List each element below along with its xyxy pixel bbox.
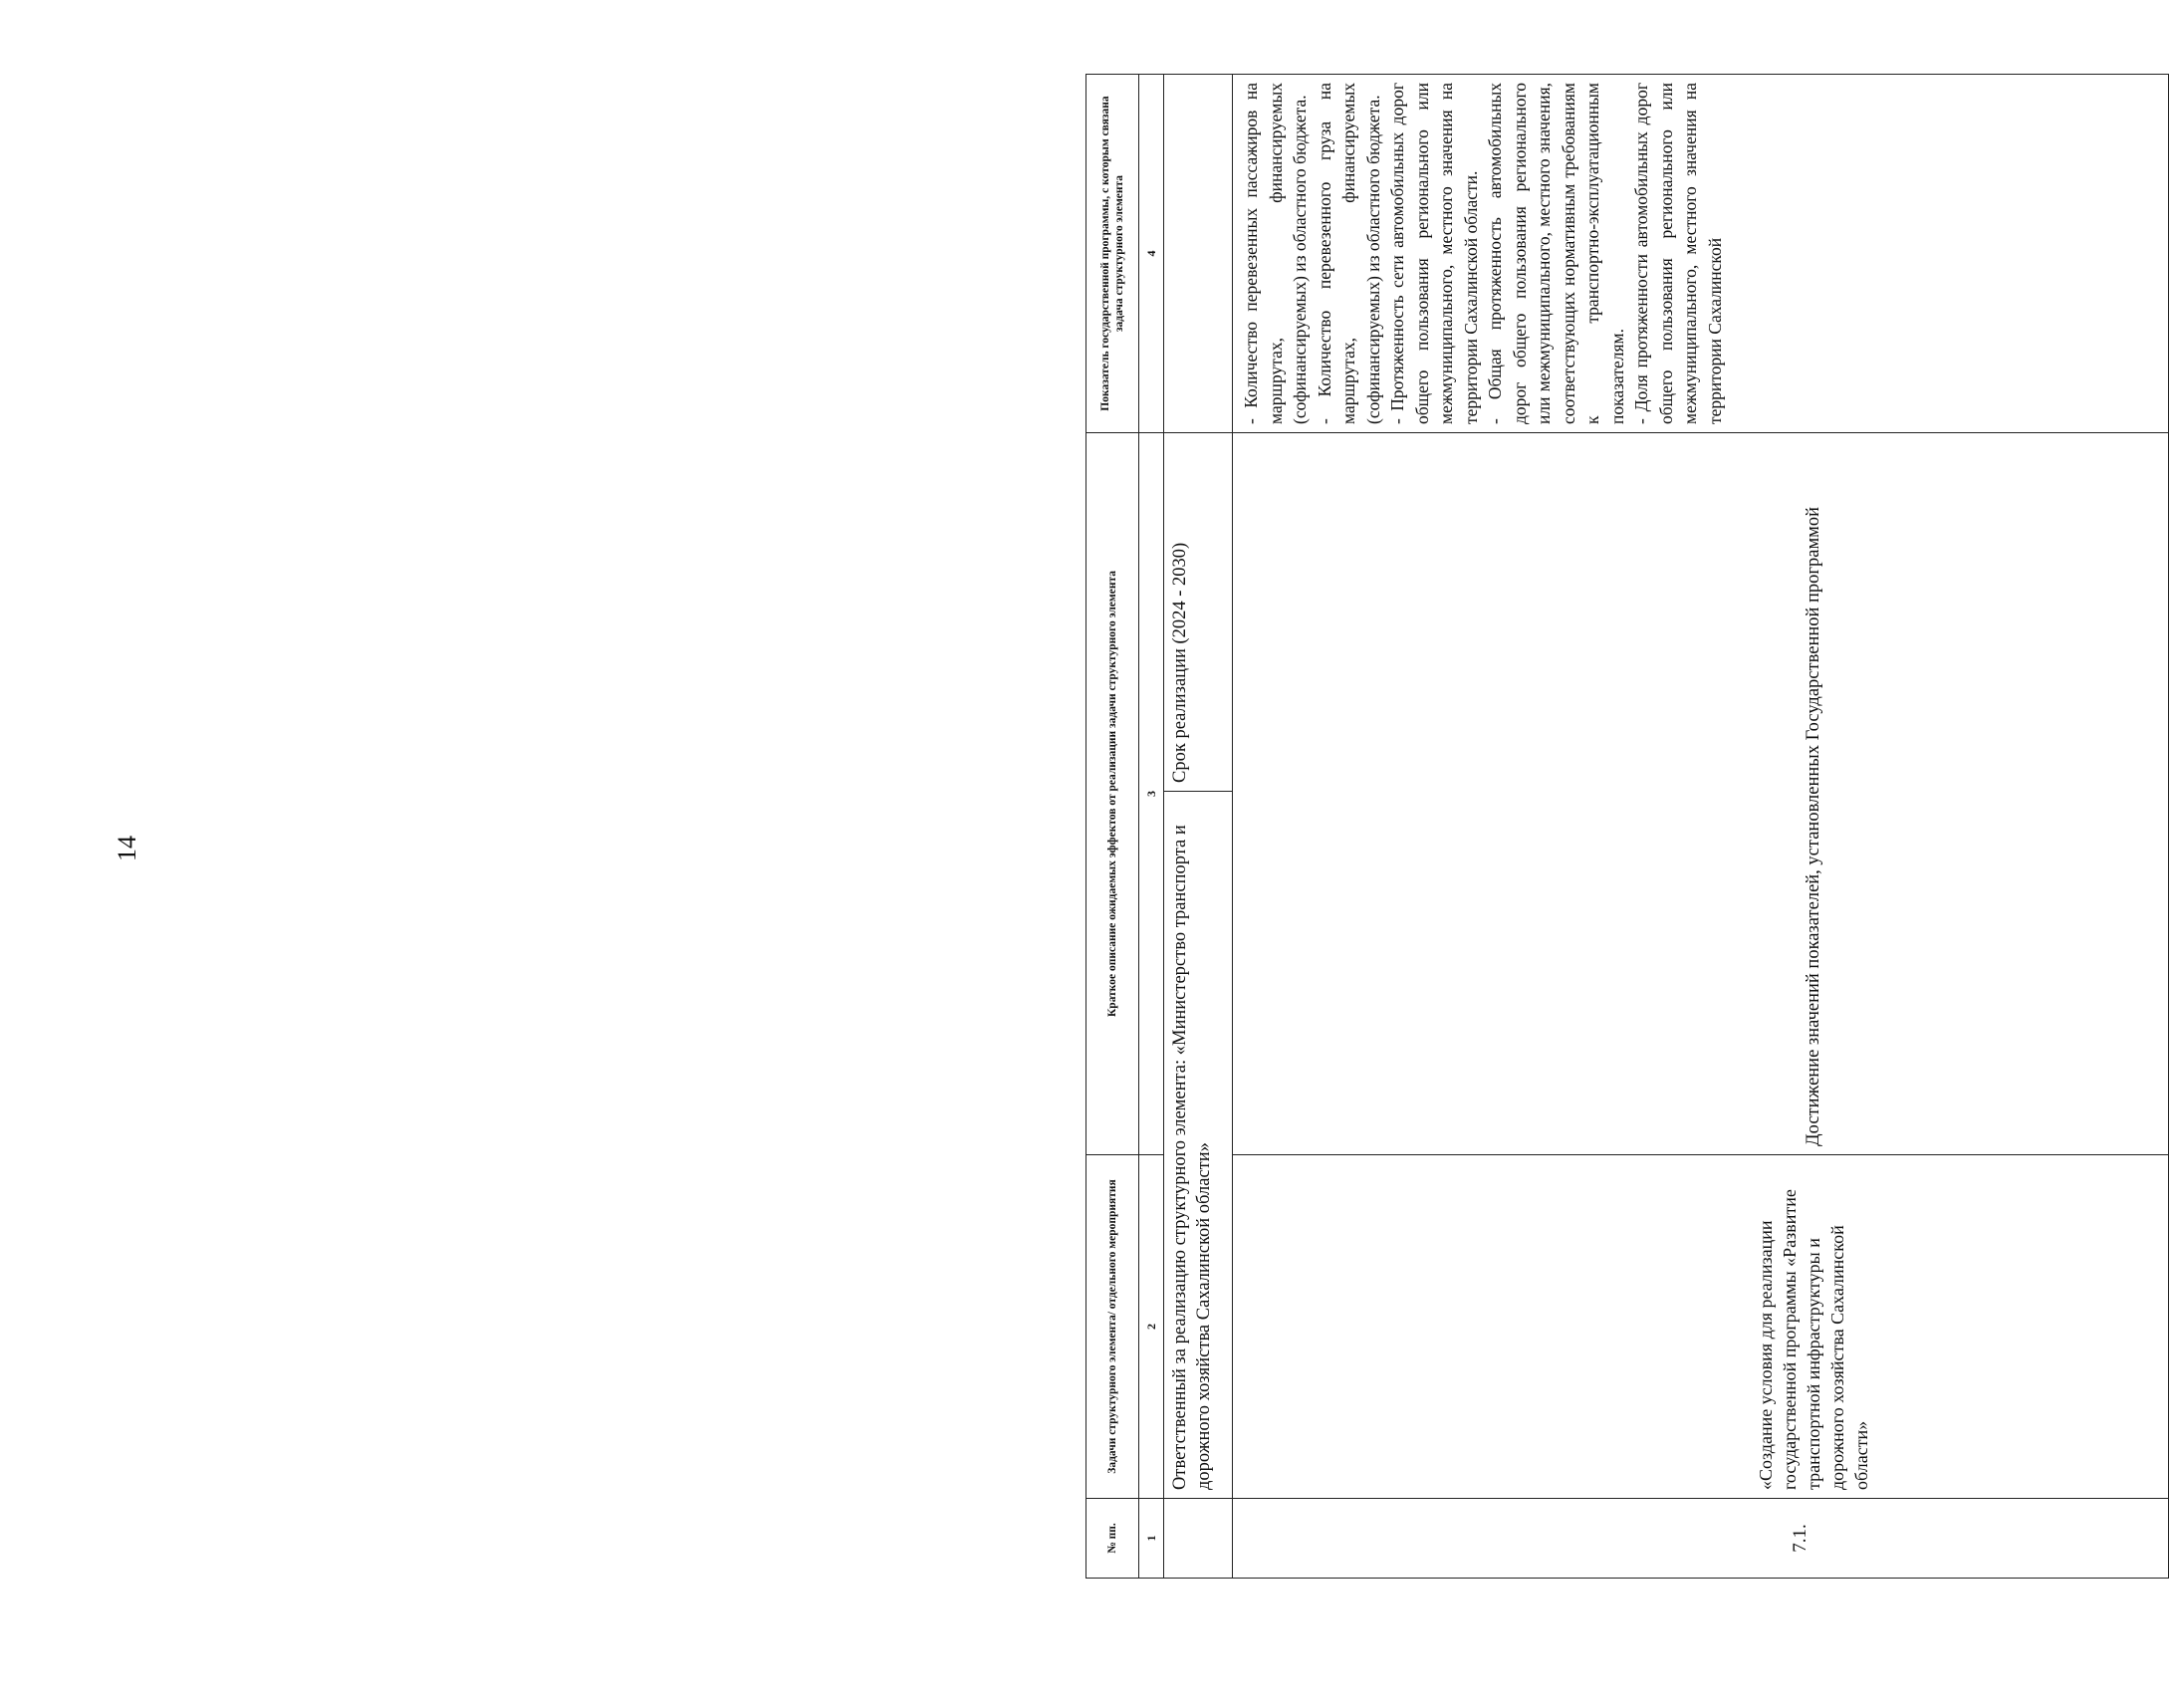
row-code: 7.1. bbox=[1233, 1499, 2169, 1579]
responsible-row bbox=[1164, 75, 1233, 1579]
header-indicator: Показатель государственной программы, с которым связана задача структурного элемента bbox=[1086, 75, 1139, 433]
indicator-item: - Протяженность сети автомобильных дорог общего пользования регионального или межмуниципального, местного значения на территории Сахалинской области. bbox=[1387, 83, 1481, 424]
header-effect: Краткое описание ожидаемых эффектов от реализации задачи структурного элемента bbox=[1086, 433, 1139, 1155]
indicator-item: - Общая протяженность автомобильных дорог общего пользования регионального или межмуниципального, местного значения, соответствующих нормативным требованиям к транспортно-эксплуатационным показателям. bbox=[1485, 83, 1627, 424]
table-row bbox=[1233, 75, 2169, 1579]
indicator-item: - Количество перевезенных пассажиров на маршрутах, финансируемых (софинансируемых) из областного бюджета. bbox=[1241, 83, 1310, 424]
row-indicators bbox=[1233, 75, 2169, 433]
program-table bbox=[1085, 74, 2169, 1579]
indicator-item: - Доля протяженности автомобильных дорог общего пользования регионального или межмуниципального, местного значения на территории Сахалинской bbox=[1631, 83, 1725, 424]
column-number-1: 1 bbox=[1139, 1499, 1164, 1579]
responsible-text: Ответственный за реализацию структурного элемента: «Министерство транспорта и дорожного хозяйства Сахалинской области» bbox=[1164, 792, 1233, 1499]
column-number-2: 2 bbox=[1139, 1155, 1164, 1499]
responsible-indicator-blank bbox=[1164, 75, 1233, 433]
column-number-3: 3 bbox=[1139, 433, 1164, 1155]
responsible-blank bbox=[1164, 1499, 1233, 1579]
header-task: Задачи структурного элемента/ отдельного мероприятия bbox=[1086, 1155, 1139, 1499]
term-text: Срок реализации (2024 - 2030) bbox=[1164, 433, 1233, 792]
indicator-item: - Количество перевезенного груза на маршрутах, финансируемых (софинансируемых) из областного бюджета. bbox=[1314, 83, 1383, 424]
row-effect: Достижение значений показателей, установленных Государственной программой bbox=[1233, 433, 2169, 1155]
row-task: «Создание условия для реализации государственной программы «Развитие транспортной инфраструктуры и дорожного хозяйства Сахалинской области» bbox=[1233, 1155, 2169, 1499]
column-number-4: 4 bbox=[1139, 75, 1164, 433]
header-row bbox=[1086, 75, 1139, 1579]
column-number-row bbox=[1139, 75, 1164, 1579]
page-number: 14 bbox=[113, 836, 141, 861]
header-number: № пп. bbox=[1086, 1499, 1139, 1579]
rotated-table-wrapper bbox=[1085, 75, 2002, 1579]
